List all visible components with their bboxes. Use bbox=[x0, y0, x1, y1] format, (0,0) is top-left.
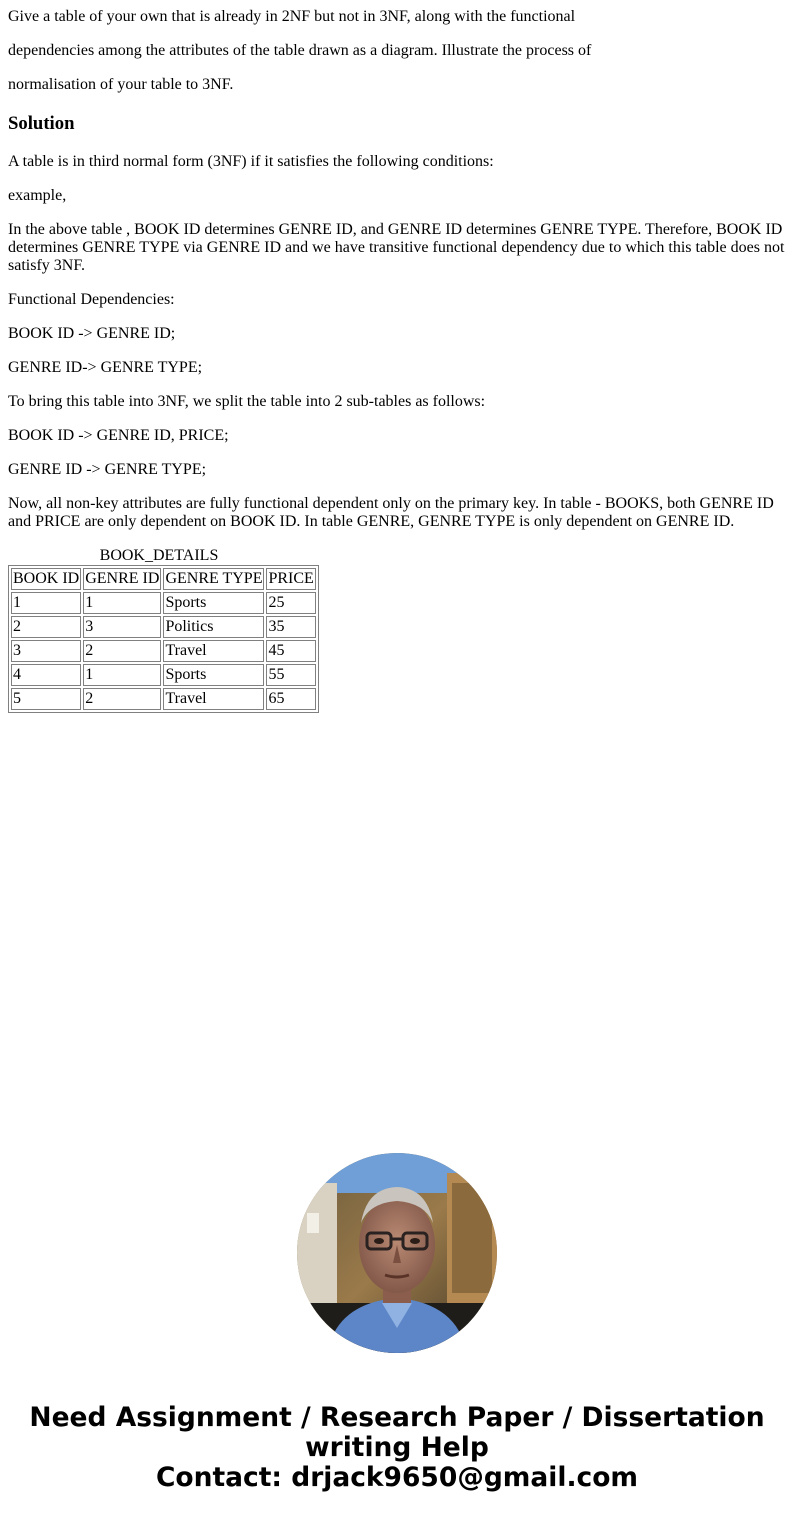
question-line-2: dependencies among the attributes of the table drawn as a diagram. Illustrate the process of bbox=[8, 42, 592, 59]
table-header-cell: GENRE TYPE bbox=[163, 568, 264, 590]
table-cell: 3 bbox=[11, 640, 81, 662]
table-row bbox=[11, 640, 316, 662]
table-cell: Sports bbox=[163, 592, 264, 614]
table-cell: 4 bbox=[11, 664, 81, 686]
table-row bbox=[11, 664, 316, 686]
split-line-1: BOOK ID -> GENRE ID, PRICE; bbox=[8, 427, 229, 444]
banner-line-2: writing Help bbox=[305, 1432, 489, 1463]
table-cell: 2 bbox=[83, 688, 161, 710]
table-header-row bbox=[11, 568, 316, 590]
table-cell: Politics bbox=[163, 616, 264, 638]
table-header-cell: GENRE ID bbox=[83, 568, 161, 590]
banner-line-1: Need Assignment / Research Paper / Dissertation bbox=[29, 1402, 765, 1433]
contact-banner bbox=[0, 1403, 794, 1493]
table-cell: 5 bbox=[11, 688, 81, 710]
table-row bbox=[11, 592, 316, 614]
table-cell: 1 bbox=[83, 664, 161, 686]
split-intro: To bring this table into 3NF, we split the table into 2 sub-tables as follows: bbox=[8, 393, 486, 410]
table-cell: Travel bbox=[163, 640, 264, 662]
fd-heading: Functional Dependencies: bbox=[8, 291, 175, 308]
question-line-3: normalisation of your table to 3NF. bbox=[8, 76, 234, 93]
table-cell: 2 bbox=[11, 616, 81, 638]
author-avatar bbox=[297, 1153, 497, 1353]
table-row bbox=[11, 688, 316, 710]
fd-line-2: GENRE ID-> GENRE TYPE; bbox=[8, 359, 203, 376]
solution-heading: Solution bbox=[8, 113, 75, 134]
table-cell: 65 bbox=[266, 688, 315, 710]
table-cell: 1 bbox=[11, 592, 81, 614]
question-line-1: Give a table of your own that is already in 2NF but not in 3NF, along with the functional bbox=[8, 8, 576, 25]
table-cell: Sports bbox=[163, 664, 264, 686]
table-cell: 3 bbox=[83, 616, 161, 638]
book-details-table bbox=[8, 565, 319, 713]
table-header-cell: PRICE bbox=[266, 568, 315, 590]
table-cell: 55 bbox=[266, 664, 315, 686]
split-line-2: GENRE ID -> GENRE TYPE; bbox=[8, 461, 207, 478]
solution-explanation: In the above table , BOOK ID determines GENRE ID, and GENRE ID determines GENRE TYPE. Therefore, BOOK ID determines GENRE TYPE via GENRE ID and we have transitive functional dependency due to which this table does not satisfy 3NF. bbox=[8, 221, 785, 274]
solution-example: example, bbox=[8, 187, 67, 204]
table-row bbox=[11, 616, 316, 638]
table-cell: 1 bbox=[83, 592, 161, 614]
table-cell: Travel bbox=[163, 688, 264, 710]
table-cell: 45 bbox=[266, 640, 315, 662]
fd-line-1: BOOK ID -> GENRE ID; bbox=[8, 325, 176, 342]
table-caption: BOOK_DETAILS bbox=[99, 547, 219, 564]
table-cell: 2 bbox=[83, 640, 161, 662]
solution-intro: A table is in third normal form (3NF) if it satisfies the following conditions: bbox=[8, 153, 494, 170]
avatar-portrait bbox=[297, 1153, 497, 1353]
table-cell: 25 bbox=[266, 592, 315, 614]
table-header-cell: BOOK ID bbox=[11, 568, 81, 590]
banner-line-3: Contact: drjack9650@gmail.com bbox=[155, 1462, 639, 1493]
solution-conclusion: Now, all non-key attributes are fully functional dependent only on the primary key. In table - BOOKS, both GENRE ID and PRICE are only dependent on BOOK ID. In table GENRE, GENRE TYPE is only dependent on GENRE ID. bbox=[8, 495, 774, 530]
table-cell: 35 bbox=[266, 616, 315, 638]
